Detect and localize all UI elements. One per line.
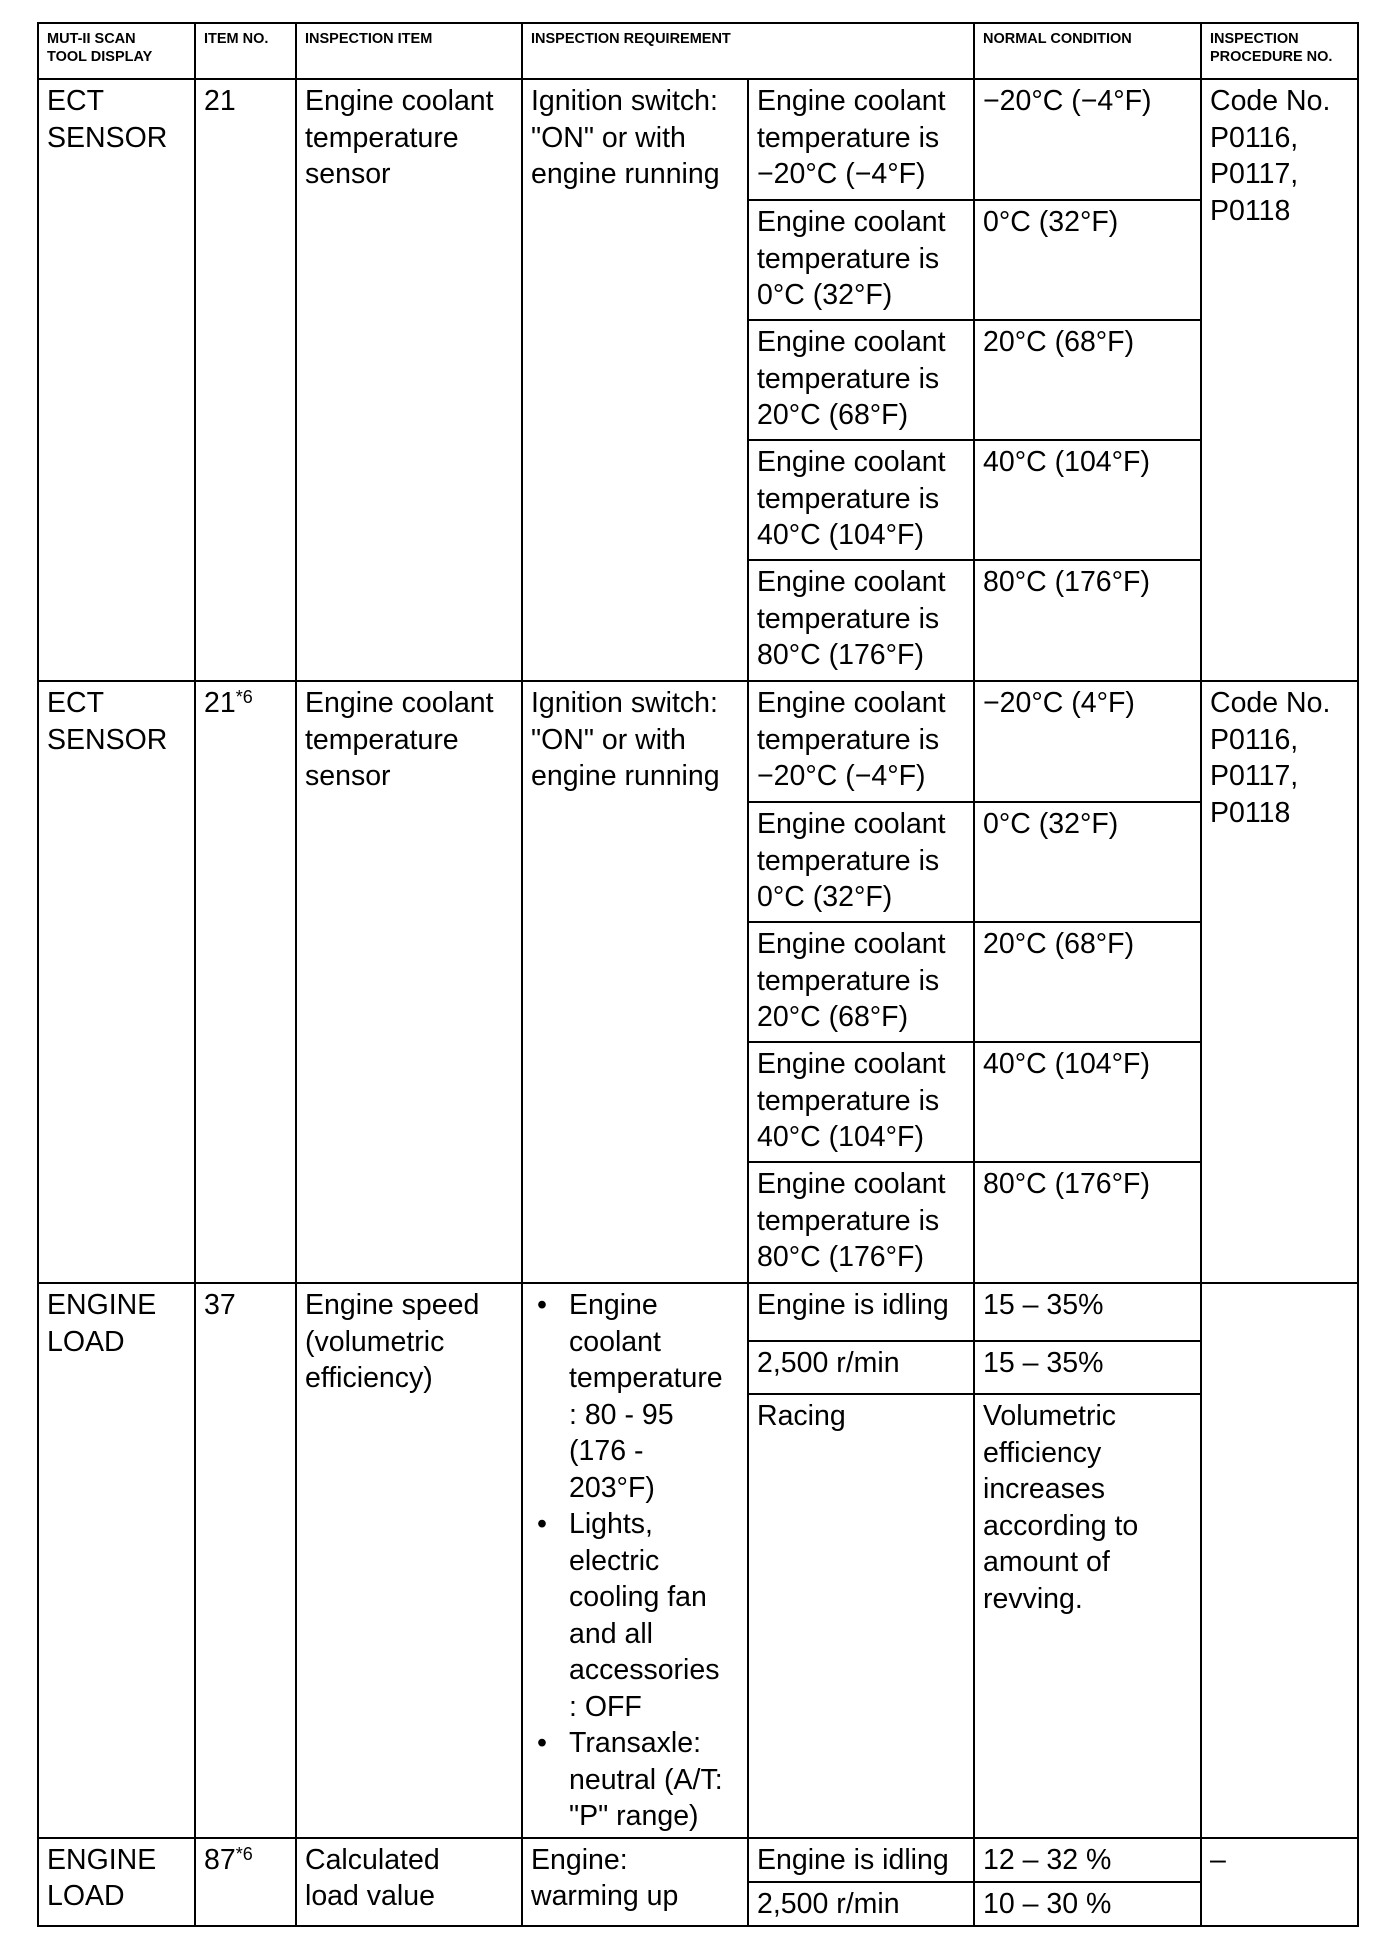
condition-cell: Engine coolant temperature is 0°C (32°F) bbox=[748, 802, 974, 922]
item-no-cell: 21 bbox=[195, 79, 296, 681]
item-cell: Engine coolant temperature sensor bbox=[296, 681, 522, 1283]
condition-cell: Engine is idling bbox=[748, 1283, 974, 1341]
condition-cell: Racing bbox=[748, 1394, 974, 1837]
header-procedure: INSPECTION PROCEDURE NO. bbox=[1201, 23, 1358, 79]
item-no-cell: 21$^{*6}$ bbox=[195, 681, 296, 1283]
normal-cell: 0°C (32°F) bbox=[974, 200, 1201, 320]
normal-cell: −20°C (4°F) bbox=[974, 681, 1201, 802]
procedure-cell: – bbox=[1201, 1838, 1358, 1926]
requirement-cell: Ignition switch: "ON" or with engine running bbox=[522, 79, 748, 681]
normal-cell: 15 – 35% bbox=[974, 1341, 1201, 1394]
display-cell: ENGINE LOAD bbox=[38, 1838, 195, 1926]
normal-cell: 40°C (104°F) bbox=[974, 1042, 1201, 1162]
normal-cell: Volumetric efficiency increases according to amount of revving. bbox=[974, 1394, 1201, 1837]
normal-cell: 10 – 30 % bbox=[974, 1882, 1201, 1926]
header-display: MUT-II SCAN TOOL DISPLAY bbox=[38, 23, 195, 79]
table-row bbox=[38, 79, 1358, 200]
requirement-cell bbox=[522, 1283, 748, 1838]
procedure-cell: Code No. P0116, P0117, P0118 bbox=[1201, 79, 1358, 681]
condition-cell: Engine coolant temperature is 0°C (32°F) bbox=[748, 200, 974, 320]
condition-cell: Engine coolant temperature is 40°C (104°F) bbox=[748, 1042, 974, 1162]
normal-cell: 15 – 35% bbox=[974, 1283, 1201, 1341]
condition-cell: Engine coolant temperature is 40°C (104°F) bbox=[748, 440, 974, 560]
item-cell: Engine speed (volumetric efficiency) bbox=[296, 1283, 522, 1838]
normal-cell: 12 – 32 % bbox=[974, 1838, 1201, 1882]
normal-cell: −20°C (−4°F) bbox=[974, 79, 1201, 200]
display-cell: ECT SENSOR bbox=[38, 79, 195, 681]
condition-cell: 2,500 r/min bbox=[748, 1341, 974, 1394]
condition-cell: Engine is idling bbox=[748, 1838, 974, 1882]
item-no-cell: 87$^{*6}$ bbox=[195, 1838, 296, 1926]
table-row bbox=[38, 1838, 1358, 1882]
condition-cell: Engine coolant temperature is 80°C (176°F) bbox=[748, 1162, 974, 1283]
display-cell: ENGINE LOAD bbox=[38, 1283, 195, 1838]
normal-cell: 80°C (176°F) bbox=[974, 560, 1201, 681]
header-item-no: ITEM NO. bbox=[195, 23, 296, 79]
normal-cell: 20°C (68°F) bbox=[974, 922, 1201, 1042]
header-requirement: INSPECTION REQUIREMENT bbox=[522, 23, 974, 79]
table-row bbox=[38, 1283, 1358, 1341]
header-row bbox=[38, 23, 1358, 79]
requirement-list bbox=[531, 1287, 741, 1835]
requirement-cell: Engine: warming up bbox=[522, 1838, 748, 1926]
display-cell: ECT SENSOR bbox=[38, 681, 195, 1283]
condition-cell: Engine coolant temperature is 20°C (68°F) bbox=[748, 320, 974, 440]
procedure-cell bbox=[1201, 1283, 1358, 1838]
normal-cell: 0°C (32°F) bbox=[974, 802, 1201, 922]
condition-cell: 2,500 r/min bbox=[748, 1882, 974, 1926]
normal-cell: 80°C (176°F) bbox=[974, 1162, 1201, 1283]
condition-cell: Engine coolant temperature is −20°C (−4°F) bbox=[748, 79, 974, 200]
list-item: • Lights, electric cooling fan and all accessories : OFF bbox=[531, 1506, 741, 1725]
item-no-cell: 37 bbox=[195, 1283, 296, 1838]
header-item: INSPECTION ITEM bbox=[296, 23, 522, 79]
item-cell: Calculated load value bbox=[296, 1838, 522, 1926]
header-normal: NORMAL CONDITION bbox=[974, 23, 1201, 79]
condition-cell: Engine coolant temperature is −20°C (−4°F) bbox=[748, 681, 974, 802]
table-row bbox=[38, 681, 1358, 802]
inspection-table bbox=[37, 22, 1359, 1927]
condition-cell: Engine coolant temperature is 80°C (176°F) bbox=[748, 560, 974, 681]
requirement-cell: Ignition switch: "ON" or with engine running bbox=[522, 681, 748, 1283]
list-item: • Engine coolant temperature : 80 - 95 (176 - 203°F) bbox=[531, 1287, 741, 1506]
item-cell: Engine coolant temperature sensor bbox=[296, 79, 522, 681]
list-item: • Transaxle: neutral (A/T: "P" range) bbox=[531, 1725, 741, 1835]
normal-cell: 20°C (68°F) bbox=[974, 320, 1201, 440]
procedure-cell: Code No. P0116, P0117, P0118 bbox=[1201, 681, 1358, 1283]
condition-cell: Engine coolant temperature is 20°C (68°F) bbox=[748, 922, 974, 1042]
normal-cell: 40°C (104°F) bbox=[974, 440, 1201, 560]
